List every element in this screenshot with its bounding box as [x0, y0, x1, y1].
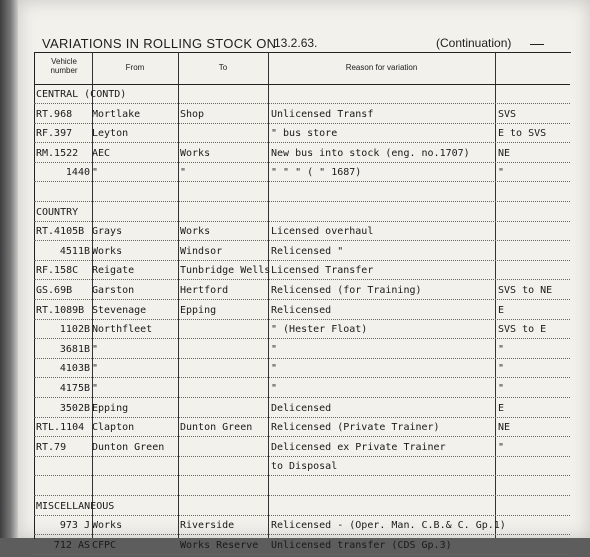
reason-cell: Relicensed - (Oper. Man. C.B.& C. Gp.1)	[271, 520, 506, 532]
table-row	[34, 439, 570, 459]
reason-cell: Licensed overhaul	[271, 226, 374, 238]
row-rule	[34, 240, 570, 241]
to-cell: Works	[180, 147, 211, 159]
code-cell: "	[498, 167, 505, 179]
row-rule	[34, 515, 570, 516]
code-cell: "	[498, 441, 505, 453]
row-rule	[34, 319, 570, 320]
vehicle-number: RF.397	[36, 128, 73, 140]
vehicle-number: GS.69B	[36, 285, 73, 296]
table-row	[34, 517, 570, 537]
code-cell: "	[498, 383, 505, 394]
row-rule	[34, 554, 570, 555]
section-label: COUNTRY	[36, 206, 79, 218]
from-cell: Leyton	[92, 128, 129, 140]
vehicle-number: RF.158C	[36, 265, 79, 277]
row-rule	[34, 397, 570, 398]
table-row	[34, 360, 570, 380]
code-cell: E	[498, 304, 505, 316]
code-cell: SVS	[498, 108, 517, 120]
from-cell: Stevenage	[92, 304, 147, 316]
from-cell: Clapton	[92, 422, 135, 434]
section-row	[34, 86, 570, 106]
reason-cell: " " " ( " 1687)	[271, 167, 362, 179]
document-title: VARIATIONS IN ROLLING STOCK ON	[42, 36, 277, 51]
table-row	[34, 223, 570, 243]
row-rule	[34, 221, 570, 222]
table-row	[34, 400, 570, 420]
table-row	[34, 419, 570, 439]
header-rule	[34, 84, 570, 85]
code-cell: SVS to E	[498, 324, 547, 336]
table-row	[34, 125, 570, 145]
column-header-vehicle-line2: number	[50, 66, 78, 75]
reason-cell: "	[271, 343, 278, 355]
code-cell: E to SVS	[498, 128, 547, 140]
table-row	[34, 145, 570, 165]
reason-cell: Delicensed	[271, 402, 332, 414]
table-row	[34, 478, 570, 498]
vehicle-number: RT.1089B	[36, 304, 85, 316]
to-cell: "	[180, 167, 187, 179]
reason-cell: Unlicensed Transf	[271, 108, 374, 120]
vehicle-number: 3502B	[59, 402, 90, 414]
to-cell: Works	[180, 226, 211, 238]
from-cell: Reigate	[92, 265, 135, 277]
vehicle-number: 973 J	[59, 520, 90, 532]
reason-cell: Relicensed	[271, 304, 332, 316]
vehicle-number: 1102B	[59, 324, 90, 336]
table-row	[34, 164, 570, 184]
section-row	[34, 498, 570, 518]
continuation-rule	[530, 44, 544, 45]
vehicle-number: 4103B	[59, 363, 90, 375]
reason-cell: Relicensed (for Training)	[271, 285, 422, 296]
row-rule	[34, 201, 570, 202]
vehicle-number: 4175B	[59, 383, 90, 394]
vehicle-number: RT.968	[36, 108, 73, 120]
table-row	[34, 243, 570, 263]
document-date: 13.2.63.	[274, 36, 318, 50]
vehicle-number: RT.79	[36, 441, 67, 453]
row-rule	[34, 495, 570, 496]
vehicle-number: 4511B	[59, 245, 90, 257]
continuation-label: (Continuation)	[436, 36, 512, 50]
reason-cell: to Disposal	[271, 461, 338, 473]
scan-edge	[0, 0, 18, 538]
vehicle-number: RT.4105B	[36, 226, 85, 238]
section-row	[34, 204, 570, 224]
reason-cell: " bus store	[271, 128, 338, 140]
row-rule	[34, 162, 570, 163]
table-row	[34, 106, 570, 126]
reason-cell: " (Hester Float)	[271, 324, 368, 336]
from-cell: "	[92, 363, 99, 375]
section-label: CENTRAL (CONTD)	[36, 89, 127, 100]
from-cell: Epping	[92, 402, 129, 414]
from-cell: AEC	[92, 147, 111, 159]
vehicle-number: 1440	[65, 167, 90, 179]
column-header-vehicle-line1: Vehicle	[51, 57, 77, 66]
table-row	[34, 282, 570, 302]
row-rule	[34, 338, 570, 339]
to-cell: Hertford	[180, 285, 229, 296]
code-cell: SVS to NE	[498, 285, 553, 296]
from-cell: "	[92, 167, 99, 179]
table-row	[34, 321, 570, 341]
column-header-reason: Reason for variation	[345, 63, 418, 72]
row-rule	[34, 358, 570, 359]
from-cell: "	[92, 383, 99, 394]
from-cell: Works	[92, 520, 123, 532]
reason-cell: Unlicensed transfer (CDS Gp.3)	[271, 539, 452, 551]
row-rule	[34, 181, 570, 182]
from-cell: Mortlake	[92, 108, 141, 120]
column-header-to: To	[218, 63, 228, 72]
column-header-from: From	[125, 63, 145, 72]
code-cell: "	[498, 363, 505, 375]
vehicle-number: RTL.1104	[36, 422, 85, 434]
table-row	[34, 341, 570, 361]
code-cell: NE	[498, 422, 511, 434]
code-cell: NE	[498, 147, 511, 159]
row-rule	[34, 103, 570, 104]
row-rule	[34, 456, 570, 457]
from-cell: Dunton Green	[92, 441, 165, 453]
column-header-vehicle	[36, 57, 92, 75]
code-cell: E	[498, 402, 505, 414]
reason-cell: "	[271, 363, 278, 375]
vehicle-number: 3681B	[59, 343, 90, 355]
from-cell: Northfleet	[92, 324, 153, 336]
code-cell: "	[498, 343, 505, 355]
to-cell: Shop	[180, 108, 205, 120]
row-rule	[34, 534, 570, 535]
from-cell: Works	[92, 245, 123, 257]
from-cell: Grays	[92, 226, 123, 238]
row-rule	[34, 436, 570, 437]
table-row	[34, 262, 570, 282]
table-row	[34, 537, 570, 557]
vehicle-number: 712 AS	[53, 539, 90, 551]
row-rule	[34, 299, 570, 300]
to-cell: Epping	[180, 304, 217, 316]
to-cell: Tunbridge Wells	[180, 265, 271, 277]
row-rule	[34, 377, 570, 378]
to-cell: Riverside	[180, 520, 235, 532]
reason-cell: Relicensed (Private Trainer)	[271, 422, 440, 434]
reason-cell: Licensed Transfer	[271, 265, 374, 277]
reason-cell: Delicensed ex Private Trainer	[271, 441, 446, 453]
section-label: MISCELLANEOUS	[36, 500, 115, 512]
row-rule	[34, 417, 570, 418]
reason-cell: "	[271, 383, 278, 394]
to-cell: Works Reserve	[180, 539, 259, 551]
table-row	[34, 184, 570, 204]
table-row	[34, 302, 570, 322]
row-rule	[34, 142, 570, 143]
to-cell: Dunton Green	[180, 422, 253, 434]
row-rule	[34, 475, 570, 476]
from-cell: Garston	[92, 285, 135, 296]
from-cell: "	[92, 343, 99, 355]
row-rule	[34, 279, 570, 280]
reason-cell: New bus into stock (eng. no.1707)	[271, 147, 470, 159]
from-cell: CFPC	[92, 539, 117, 551]
table-row	[34, 380, 570, 400]
to-cell: Windsor	[180, 245, 223, 257]
vehicle-number: RM.1522	[36, 147, 79, 159]
row-rule	[34, 123, 570, 124]
row-rule	[34, 260, 570, 261]
table-row	[34, 458, 570, 478]
reason-cell: Relicensed "	[271, 245, 344, 257]
